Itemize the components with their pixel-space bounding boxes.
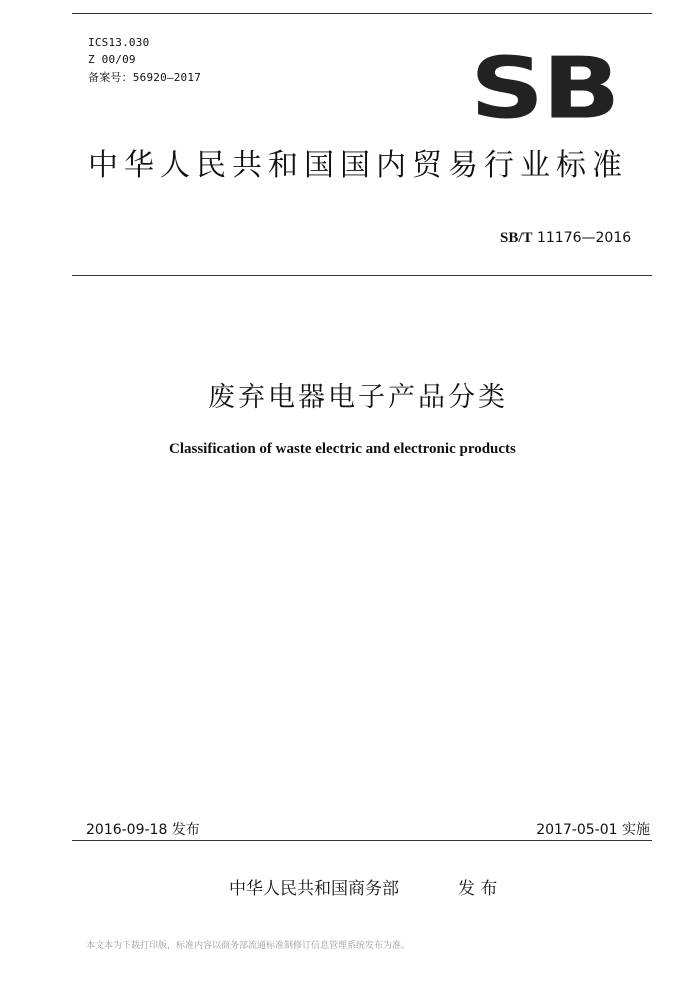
standard-title: 中华人民共和国国内贸易行业标准 bbox=[88, 148, 628, 183]
category-code: Z 00/09 bbox=[88, 53, 136, 66]
document-title-cn: 废弃电器电子产品分类 bbox=[208, 382, 508, 413]
issuer-action: 发 布 bbox=[458, 879, 498, 899]
record-number: 备案号：56920—2017 bbox=[88, 71, 202, 84]
issuer-name: 中华人民共和国商务部 bbox=[229, 879, 399, 899]
document-title-en: Classification of waste electric and electronic products bbox=[169, 441, 516, 457]
footer-note: 本文本为下载打印版，标准内容以商务部流通标准制修订信息管理系统发布为准。 bbox=[86, 941, 411, 951]
standard-number bbox=[500, 229, 631, 247]
sb-logo: SB bbox=[470, 39, 619, 138]
bottom-rule bbox=[72, 840, 652, 841]
implement-date: 2017-05-01 实施 bbox=[536, 822, 650, 838]
standard-number-prefix: SB/T bbox=[500, 230, 533, 246]
top-rule bbox=[72, 13, 652, 14]
issue-date: 2016-09-18 发布 bbox=[86, 822, 200, 838]
header-rule bbox=[72, 275, 652, 276]
standard-number-rest: 11176—2016 bbox=[532, 230, 632, 246]
ics-code: ICS13.030 bbox=[88, 36, 150, 49]
